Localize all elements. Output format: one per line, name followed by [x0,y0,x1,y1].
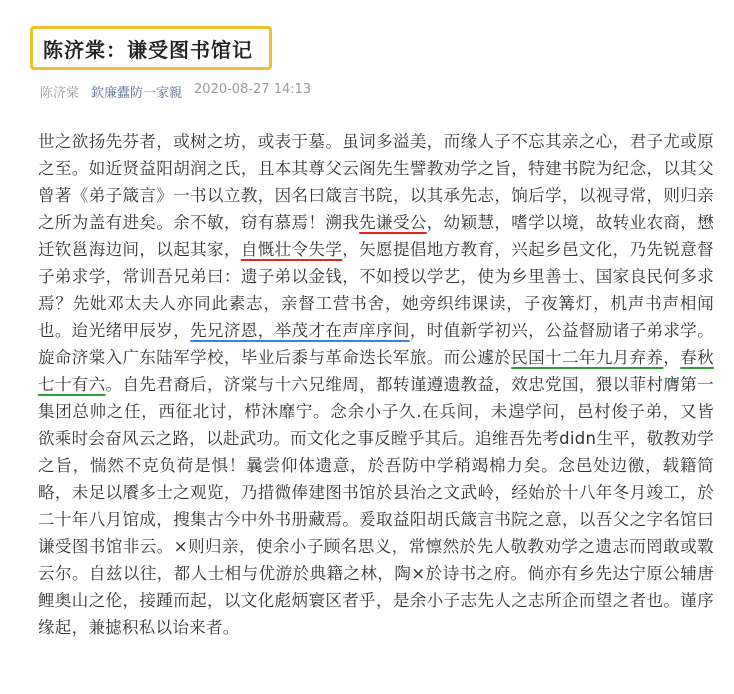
underlined-phrase-green: 春秋七十有六 [38,348,714,394]
article-meta [40,82,311,101]
text-segment: ，幼颖慧，嗜学以境，故转业农商，懋迁钦邕海边间，以起其家， [38,213,715,259]
author-name: 陈济棠 [40,86,80,101]
article-title: 陈济棠：谦受图书馆记 [43,37,253,62]
article-title-box [30,26,272,70]
underlined-phrase-blue: 先兄济恩，举茂才在声庠序间 [190,321,410,340]
text-segment: 。自先君裔后，济棠与十六兄维周，都转谨遵遗教益，效忠党国，猥以菲村膺第一集团总帅之任，西征北讨，栉沐靡宁。念余小子久.在兵间，未遑学问，邑村俊子弟，又皆欲乘时会奋风云之路，以赴武功。而文化之事反瞠乎其后。追维吾先考didn生平，敬教劝学之旨，惴然不克负荷是惧！曩尝仰体遗意，於吾防中学稍竭棉力矣。念邑处边徼，载籍简略，未足以餍多士之观览，乃措微俸建图书馆於县治之文武岭，经始於十八年冬月竣工，於二十年八月馆成，搜集古今中外书册藏焉。爰取益阳胡氏箴言书院之意，以吾父之字名馆曰谦受图书馆非云。×则归亲，使余小子顾名思义，常懔然於先人敬教劝学之遗志而罔敢或斁云尔。自兹以往，都人士相与优游於典籍之林，陶×於诗书之府。倘亦有乡先达宁原公辅唐鲤奥山之伦，接踵而起，以文化彪炳寰区者乎，是余小子志先人之志所企而望之者也。谨序缘起，兼摅积私以诒来者。 [38,375,714,637]
text-segment: ，矢愿提倡地方教育，兴起乡邑文化，乃先锐意督子弟求学，常训吾兄弟曰：遗子弟以金钱，不如授以学艺，使为乡里善士、国家良民何多求焉？先妣邓太夫人亦同此素志，亲督工营书舍，她旁织纬课读，子夜篝灯，机声书声相闻也。迨光绪甲辰岁， [38,240,714,340]
underlined-phrase-red: 先谦受公 [359,213,427,232]
article-paragraph [38,128,714,641]
account-name-link[interactable]: 欽廉蠹防一家親 [91,86,183,101]
text-segment: 世之欲扬先芬者，或树之坊，或表于墓。虽词多溢美，而缘人子不忘其亲之心，君子尤或原之至。如近贤益阳胡润之氏，且本其尊父云阁先生譬教劝学之旨，特建书院为纪念，以其父曾著《弟子箴言》一书以立教，因名曰箴言书院，以其承先志，饷后学，以视寻常，则归亲之所为盖有进矣。余不敏，窃有慕焉！溯我 [38,132,714,232]
text-segment: ， [663,348,681,367]
underlined-phrase-green: 民国十二年九月弃养 [511,348,664,367]
article-body [38,128,714,641]
underlined-phrase-red: 自慨壮令失学 [240,240,343,259]
publish-date: 2020-08-27 14:13 [194,82,312,97]
text-segment: ，时值新学初兴，公益督励诸子弟求学。旋命济棠入广东陆军学校，毕业后黍与革命迭长军旅。而公遽於 [38,321,714,367]
